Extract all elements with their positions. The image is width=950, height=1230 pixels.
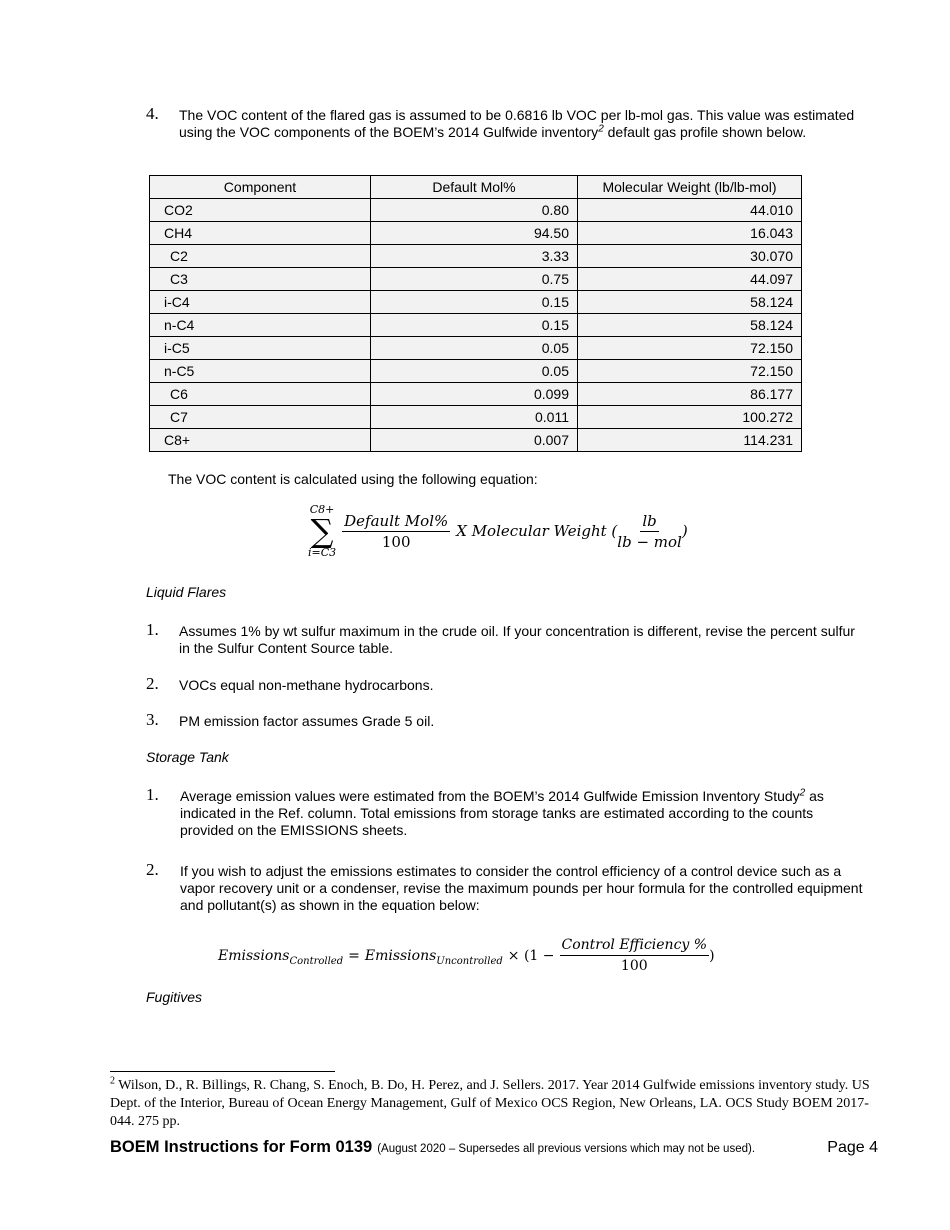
footnote-ref[interactable]: 2: [598, 123, 604, 135]
mol-percent-cell: 0.007: [371, 429, 578, 452]
molecular-weight-cell: 44.097: [578, 268, 802, 291]
unit-numerator: lb: [642, 511, 657, 530]
component-cell: i-C5: [150, 337, 371, 360]
sum-lower: i=C3: [308, 546, 337, 559]
list-item: VOCs equal non-methane hydrocarbons.: [179, 677, 434, 693]
text: Average emission values were estimated from the BOEM’s 2014 Gulfwide Emission Inventory Study: [180, 788, 800, 804]
item-4-text: [179, 107, 869, 141]
footer-title: BOEM Instructions for Form 0139: [110, 1138, 373, 1156]
mol-percent-cell: 3.33: [371, 245, 578, 268]
unit-denominator: lb − mol: [617, 532, 682, 551]
gas-profile-table: [149, 175, 802, 452]
section-heading-liquid-flares: Liquid Flares: [146, 584, 227, 600]
list-item: [180, 788, 870, 839]
fraction-denominator: 100: [381, 532, 411, 551]
mol-percent-cell: 0.80: [371, 199, 578, 222]
text: The VOC content of the flared gas is assumed to be 0.6816 lb VOC per lb-mol gas. This value was estimated using the VOC components of the BOEM’s 2014 Gulfwide inventory: [179, 107, 855, 140]
list-item: PM emission factor assumes Grade 5 oil.: [179, 713, 435, 729]
list-number: 3.: [146, 710, 159, 729]
text: as indicated in the Ref. column. Total emissions from storage tanks are estimated according to the counts provided on the EMISSIONS sheets.: [180, 788, 824, 838]
list-number: 2.: [146, 860, 159, 879]
table-row: [150, 268, 802, 291]
table-row: [150, 337, 802, 360]
equation-text: X Molecular Weight (: [456, 522, 618, 540]
equation-text: × (1 −: [507, 947, 555, 964]
fraction-denominator: 100: [620, 958, 648, 974]
column-header: Default Mol%: [371, 176, 578, 199]
fraction-numerator: Control Efficiency %: [560, 935, 710, 956]
molecular-weight-cell: 16.043: [578, 222, 802, 245]
component-cell: C7: [150, 406, 371, 429]
list-item: If you wish to adjust the emissions estimates to consider the control efficiency of a control device such as a vapor recovery unit or a condenser, revise the maximum pounds per hour formula for the controlled equipment and pollutant(s) as shown in the equation below:: [180, 863, 863, 913]
list-item: Assumes 1% by wt sulfur maximum in the crude oil. If your concentration is different, revise the percent sulfur in the Sulfur Content Source table.: [179, 623, 855, 656]
component-cell: C3: [150, 268, 371, 291]
footnote-ref[interactable]: 2: [799, 787, 806, 799]
table-row: [150, 429, 802, 452]
molecular-weight-cell: 30.070: [578, 245, 802, 268]
molecular-weight-cell: 114.231: [578, 429, 802, 452]
text: default gas profile shown below.: [603, 124, 807, 140]
control-efficiency-equation: Emissions$_{Controlled}$ = Emissions$_{Uncontrolled}$ × (1 − $\frac{\text{Control Efficiency \%}}{100}$ ): [218, 937, 715, 974]
subscript: Uncontrolled: [436, 955, 503, 967]
column-header: Component: [150, 176, 371, 199]
equation-text: Emissions: [218, 947, 290, 964]
mol-percent-cell: 94.50: [371, 222, 578, 245]
page-footer: [110, 1137, 878, 1159]
component-cell: n-C4: [150, 314, 371, 337]
list-number: 1.: [146, 785, 159, 804]
component-cell: C8+: [150, 429, 371, 452]
paren: ): [709, 947, 715, 964]
subscript: Controlled: [289, 955, 344, 967]
component-cell: n-C5: [150, 360, 371, 383]
page-number: Page 4: [827, 1139, 878, 1156]
component-cell: C2: [150, 245, 371, 268]
component-cell: C6: [150, 383, 371, 406]
mol-percent-cell: 0.099: [371, 383, 578, 406]
molecular-weight-cell: 100.272: [578, 406, 802, 429]
table-row: [150, 314, 802, 337]
mol-percent-cell: 0.15: [371, 291, 578, 314]
table-row: [150, 199, 802, 222]
column-header: Molecular Weight (lb/lb-mol): [578, 176, 802, 199]
table-row: [150, 291, 802, 314]
mol-percent-cell: 0.75: [371, 268, 578, 291]
footnote: [110, 1077, 880, 1131]
sum-upper: C8+: [309, 503, 335, 516]
table-row: [150, 222, 802, 245]
molecular-weight-cell: 44.010: [578, 199, 802, 222]
section-heading-fugitives: Fugitives: [146, 989, 203, 1005]
molecular-weight-cell: 72.150: [578, 337, 802, 360]
sigma-symbol: ∑: [310, 512, 334, 550]
table-row: [150, 360, 802, 383]
component-cell: CO2: [150, 199, 371, 222]
table-row: [150, 383, 802, 406]
equation-intro: The VOC content is calculated using the following equation:: [168, 471, 538, 487]
voc-equation: [308, 504, 688, 558]
footnote-marker: 2: [110, 1075, 115, 1087]
table-row: [150, 245, 802, 268]
equation-text: Emissions: [364, 947, 437, 964]
section-heading-storage-tank: Storage Tank: [146, 749, 229, 765]
molecular-weight-cell: 58.124: [578, 291, 802, 314]
list-number: 4.: [146, 104, 159, 123]
mol-percent-cell: 0.05: [371, 360, 578, 383]
fraction-numerator: Default Mol%: [344, 511, 449, 530]
mol-percent-cell: 0.05: [371, 337, 578, 360]
component-cell: CH4: [150, 222, 371, 245]
molecular-weight-cell: 86.177: [578, 383, 802, 406]
list-number: 1.: [146, 620, 159, 639]
footnote-divider: [110, 1071, 335, 1072]
table-header-row: [150, 176, 802, 199]
molecular-weight-cell: 72.150: [578, 360, 802, 383]
mol-percent-cell: 0.011: [371, 406, 578, 429]
footnote-text: Wilson, D., R. Billings, R. Chang, S. Enoch, B. Do, H. Perez, and J. Sellers. 2017. Year 2014 Gulfwide emissions inventory study. US Dept. of the Interior, Bureau of Ocean Energy Management, Gulf of Mexico OCS Region, New Orleans, LA. OCS Study BOEM 2017-044. 275 pp.: [110, 1078, 870, 1129]
paren: ): [681, 522, 688, 540]
footer-note: (August 2020 – Supersedes all previous versions which may not be used).: [377, 1143, 756, 1155]
table-row: [150, 406, 802, 429]
component-cell: i-C4: [150, 291, 371, 314]
mol-percent-cell: 0.15: [371, 314, 578, 337]
list-number: 2.: [146, 674, 159, 693]
molecular-weight-cell: 58.124: [578, 314, 802, 337]
